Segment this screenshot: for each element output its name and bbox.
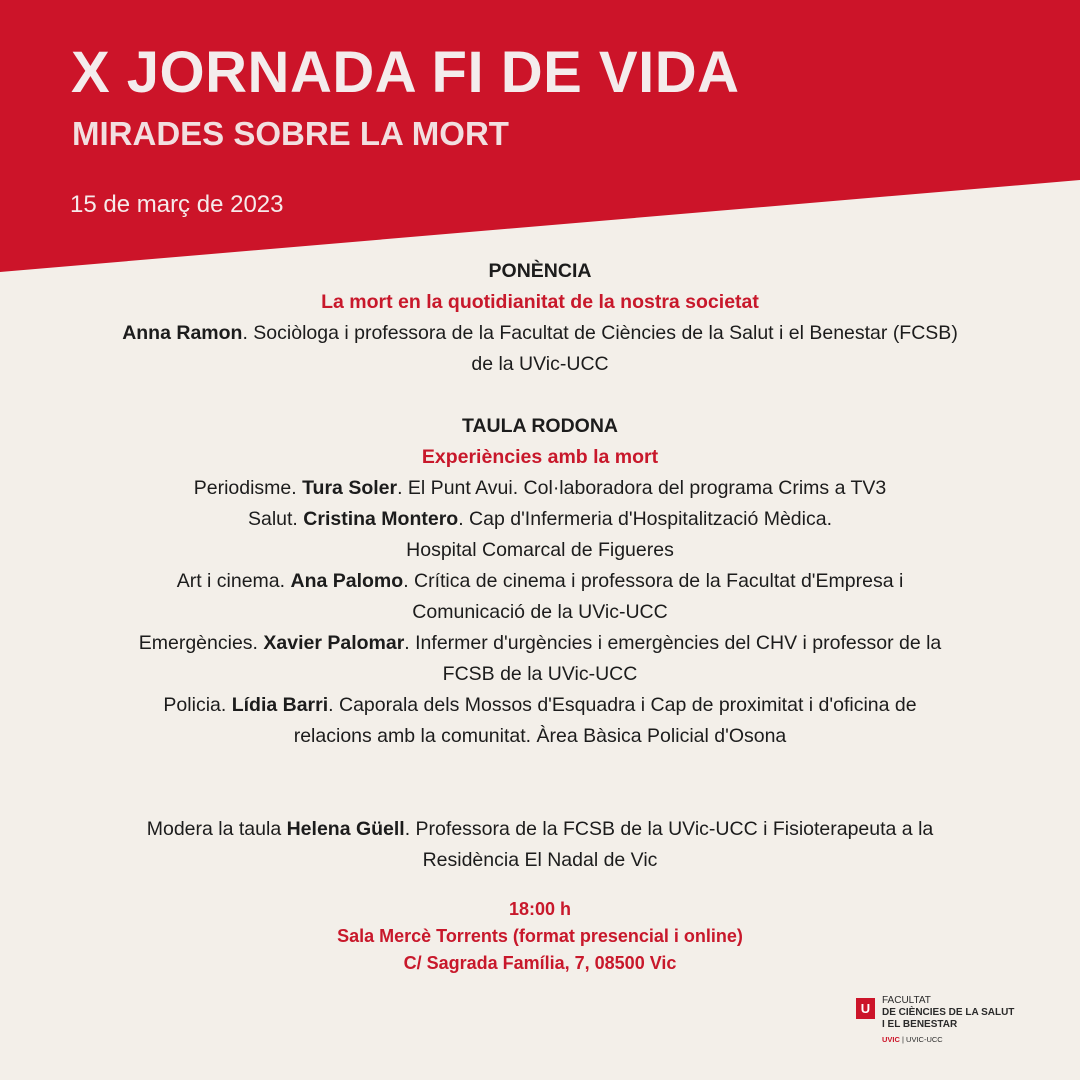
- moderator: [40, 814, 1040, 845]
- moderator-name: Helena Güell: [286, 818, 405, 840]
- ponencia-topic: La mort en la quotidianitat de la nostra societat: [321, 291, 759, 313]
- panelist-name: Cristina Montero: [303, 508, 459, 530]
- panelist-desc-continued: Comunicació de la UVic-UCC: [412, 601, 668, 623]
- program-content: [40, 256, 1040, 977]
- logo-brand-sub: | UVIC-UCC: [899, 1035, 943, 1044]
- panelist-name: Xavier Palomar: [263, 632, 405, 654]
- panelist-emergencies: [40, 628, 1040, 659]
- event-time: 18:00 h: [508, 899, 572, 919]
- panelist-desc-continued: FCSB de la UVic-UCC: [442, 663, 638, 685]
- speaker-desc-continued: de la UVic-UCC: [471, 353, 609, 375]
- speaker-name: Anna Ramon: [122, 322, 243, 344]
- panelist-salut: [40, 504, 1040, 535]
- event-subtitle: MIRADES SOBRE LA MORT: [72, 115, 509, 152]
- logo-brand: [882, 1035, 943, 1045]
- panelist-desc-continued: Hospital Comarcal de Figueres: [406, 539, 674, 561]
- panelist-name: Ana Palomo: [290, 570, 404, 592]
- panelist-desc-continued: relacions amb la comunitat. Àrea Bàsica Policial d'Osona: [293, 725, 787, 747]
- taula-topic: Experiències amb la mort: [421, 446, 659, 468]
- uvic-logo-icon: U: [856, 998, 875, 1019]
- ponencia-speaker: [40, 318, 1040, 349]
- event-date: 15 de març de 2023: [70, 191, 284, 218]
- moderator-desc-continued: Residència El Nadal de Vic: [422, 849, 658, 871]
- faculty-logo: [856, 994, 1046, 1054]
- panelist-desc: . Caporala dels Mossos d'Esquadra i Cap de proximitat i d'oficina de: [328, 694, 917, 716]
- event-address: C/ Sagrada Família, 7, 08500 Vic: [403, 953, 677, 973]
- taula-heading: TAULA RODONA: [462, 415, 618, 437]
- panelist-field: Emergències.: [138, 632, 264, 654]
- panelist-field: Art i cinema.: [176, 570, 291, 592]
- panelist-field: Periodisme.: [193, 477, 303, 499]
- event-room: Sala Mercè Torrents (format presencial i online): [337, 926, 743, 946]
- panelist-policia: [40, 690, 1040, 721]
- logo-line-3: I EL BENESTAR: [882, 1019, 958, 1030]
- panelist-field: Policia.: [163, 694, 232, 716]
- logo-brand-name: UVIC: [882, 1035, 900, 1044]
- panelist-field: Salut.: [247, 508, 304, 530]
- moderator-desc: . Professora de la FCSB de la UVic-UCC i Fisioterapeuta a la: [404, 818, 934, 840]
- ponencia-heading: PONÈNCIA: [488, 260, 592, 282]
- logo-line-2: DE CIÈNCIES DE LA SALUT: [882, 1007, 1015, 1018]
- moderator-prefix: Modera la taula: [146, 818, 287, 840]
- panelist-periodisme: [40, 473, 1040, 504]
- event-title: X JORNADA FI DE VIDA: [71, 40, 740, 105]
- panelist-desc: . Crítica de cinema i professora de la Facultat d'Empresa i: [403, 570, 904, 592]
- speaker-desc: . Sociòloga i professora de la Facultat de Ciències de la Salut i el Benestar (FCSB): [242, 322, 958, 344]
- panelist-desc: . El Punt Avui. Col·laboradora del programa Crims a TV3: [397, 477, 887, 499]
- logo-line-1: FACULTAT: [882, 995, 931, 1006]
- panelist-art-cinema: [40, 566, 1040, 597]
- panelist-desc: . Infermer d'urgències i emergències del CHV i professor de la: [404, 632, 942, 654]
- panelist-name: Tura Soler: [302, 477, 398, 499]
- panelist-desc: . Cap d'Infermeria d'Hospitalització Mèdica.: [458, 508, 832, 530]
- panelist-name: Lídia Barri: [231, 694, 329, 716]
